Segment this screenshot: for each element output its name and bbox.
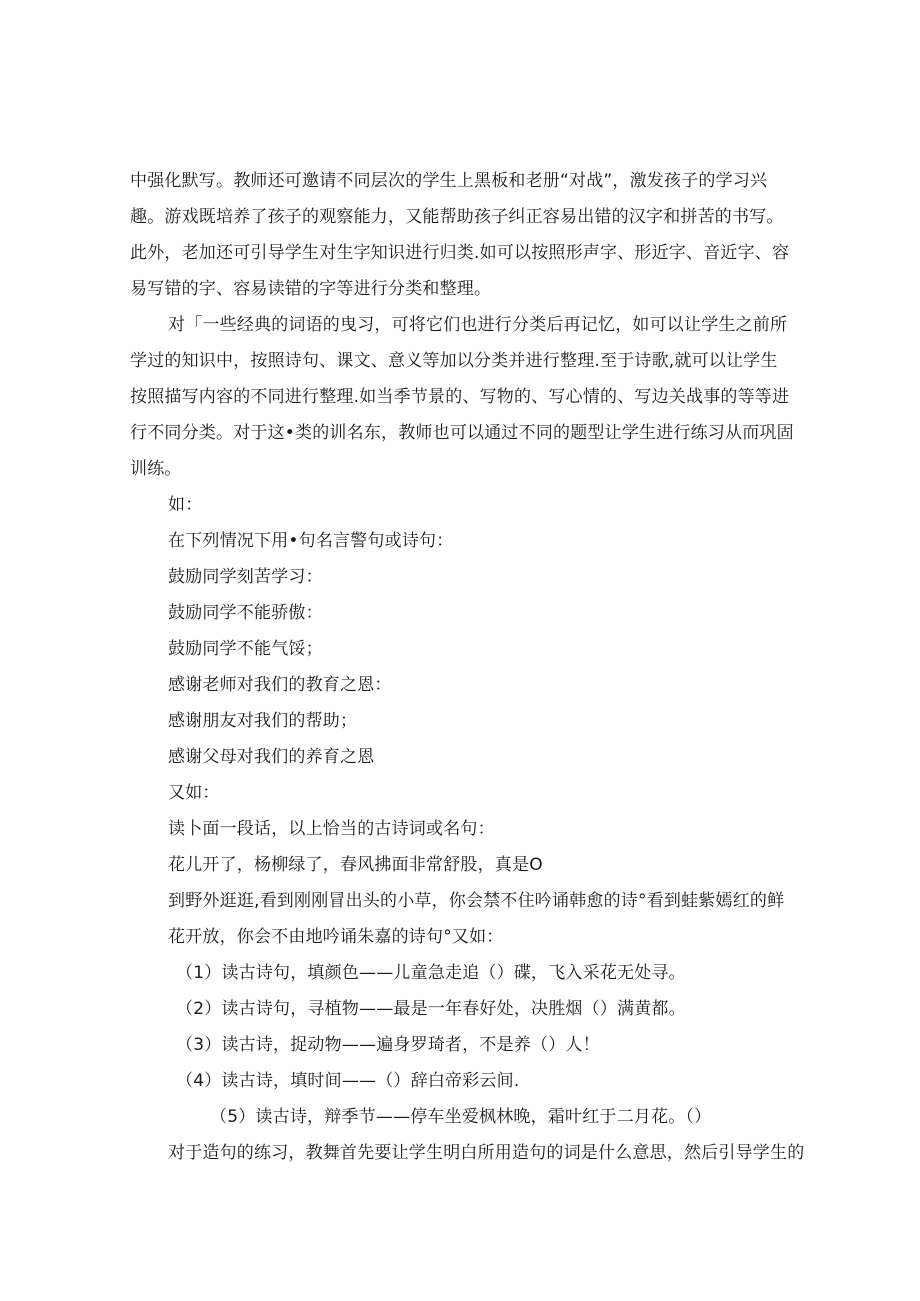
task-item: 鼓励同学不能气馁； <box>168 639 323 659</box>
paragraph-2-line-5: 训练。 <box>130 459 182 479</box>
task-item: 鼓励同学刻苦学习： <box>168 567 323 587</box>
task-item: 感谢老师对我们的教育之恩： <box>168 675 392 695</box>
task-item: 感谢朋友对我们的帮助； <box>168 711 358 731</box>
exercise-item-3: （3）读古诗，捉动物——遍身罗琦者，不是养（）人！ <box>176 1035 600 1055</box>
task-item: 感谢父母对我们的养育之恩 <box>168 747 375 767</box>
paragraph-1-line-4: 易写错的字、容易读错的字等进行分类和整理。 <box>130 279 492 299</box>
passage-line-2: 到野外逛逛,看到刚刚冒出头的小草，你会禁不住吟诵韩愈的诗°看到蛙紫嫣红的鲜 <box>168 891 785 911</box>
example2-intro: 又如： <box>168 783 220 803</box>
paragraph-2-line-1: 对「一些经典的词语的曳习，可将它们也进行分类后再记忆，如可以让学生之前所 <box>168 315 788 335</box>
read-intro: 读卜面一段话，以上恰当的古诗词或名句： <box>168 819 495 839</box>
exercise-item-2: （2）读古诗句，寻植物——最是一年春好处，决胜烟（）满黄都。 <box>176 999 686 1019</box>
closing-line: 对于造句的练习，教舞首先要让学生明白所用造句的词是什么意思，然后引导学生的 <box>168 1143 805 1163</box>
paragraph-2-line-4: 行不同分类。对于这•类的训名东，教师也可以通过不同的题型让学生进行练习从而巩固 <box>130 423 794 443</box>
exercise-item-1: （1）读古诗句，填颜色——儿童急走追（）碟，飞入采花无处寻。 <box>176 963 686 983</box>
paragraph-1-line-1: 中强化默写。教师还可邀请不同层次的学生上黑板和老册“对战”，激发孩子的学习兴 <box>130 171 768 191</box>
example-intro: 如： <box>168 495 203 515</box>
paragraph-1-line-3: 此外，老加还可引导学生对生字知识进行归类.如可以按照形声字、形近字、音近字、容 <box>130 243 790 263</box>
paragraph-2-line-2: 学过的知识中，按照诗句、课文、意义等加以分类并进行整理.至于诗歌,就可以让学生 <box>130 351 778 371</box>
exercise-item-5: （5）读古诗，辩季节——停车坐爱枫林晚，霜叶红于二月花。（） <box>210 1107 712 1127</box>
passage-line-1: 花儿开了，杨柳绿了，春风拂面非常舒股，真是O <box>168 855 543 875</box>
task-intro: 在下列情况下用•句名言警句或诗句： <box>168 531 454 551</box>
passage-line-3: 花开放，你会不由地吟诵朱嘉的诗句°又如： <box>168 927 504 947</box>
task-item: 鼓励同学不能骄傲： <box>168 603 323 623</box>
paragraph-1-line-2: 趣。游戏既培养了孩子的观察能力，又能帮助孩子纠正容易出错的汉字和拼苦的书写。 <box>130 207 784 227</box>
exercise-item-4: （4）读古诗，填时间——（）辞白帝彩云间. <box>176 1071 520 1091</box>
paragraph-2-line-3: 按照描写内容的不同进行整理.如当季节景的、写物的、写心情的、写边关战事的等等进 <box>130 387 790 407</box>
